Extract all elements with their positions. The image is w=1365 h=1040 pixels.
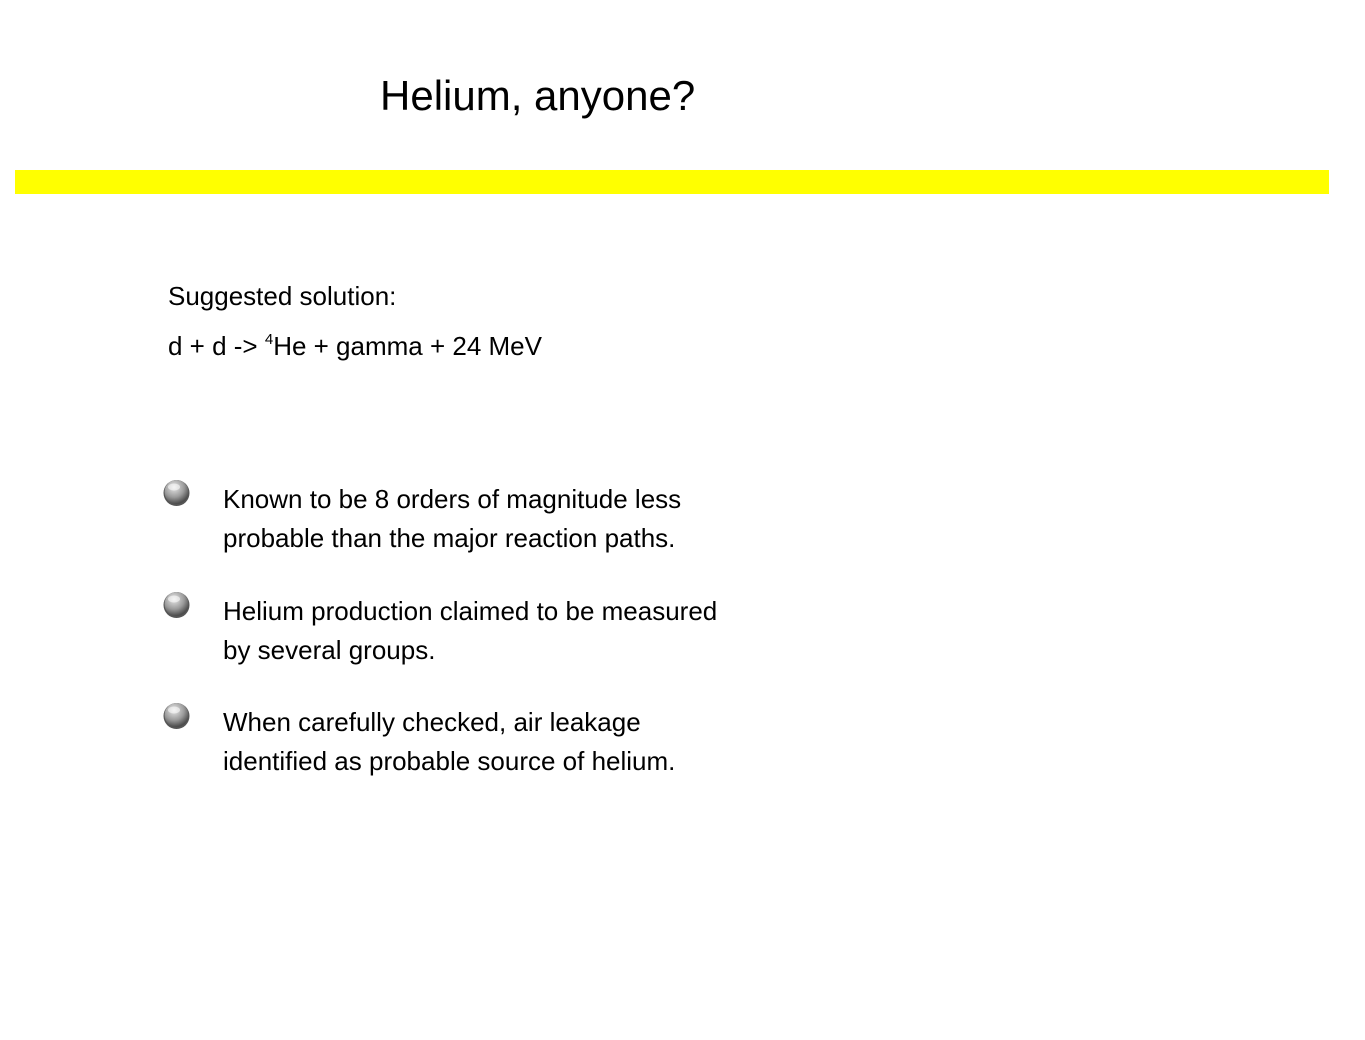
- gray-sphere-bullet-icon: [162, 590, 191, 619]
- slide-title: Helium, anyone?: [380, 72, 696, 119]
- bullet-line: probable than the major reaction paths.: [223, 523, 676, 553]
- mass-number-superscript: 4: [264, 331, 274, 348]
- bullet-text: [223, 592, 717, 670]
- bullet-text: [223, 480, 681, 558]
- bullet-text: [223, 703, 675, 781]
- reaction-equation: [168, 330, 542, 362]
- bullet-line: When carefully checked, air leakage: [223, 707, 641, 737]
- bullet-line: Helium production claimed to be measured: [223, 596, 718, 626]
- suggested-solution-heading: Suggested solution:: [168, 281, 397, 311]
- equation-suffix: He + gamma + 24 MeV: [273, 331, 542, 361]
- gray-sphere-bullet-icon: [162, 478, 191, 507]
- title-underline-bar: [15, 170, 1329, 194]
- gray-sphere-bullet-icon: [162, 701, 191, 730]
- bullet-line: identified as probable source of helium.: [223, 746, 676, 776]
- bullet-line: by several groups.: [223, 635, 436, 665]
- equation-prefix: d + d ->: [168, 331, 265, 361]
- bullet-line: Known to be 8 orders of magnitude less: [223, 484, 682, 514]
